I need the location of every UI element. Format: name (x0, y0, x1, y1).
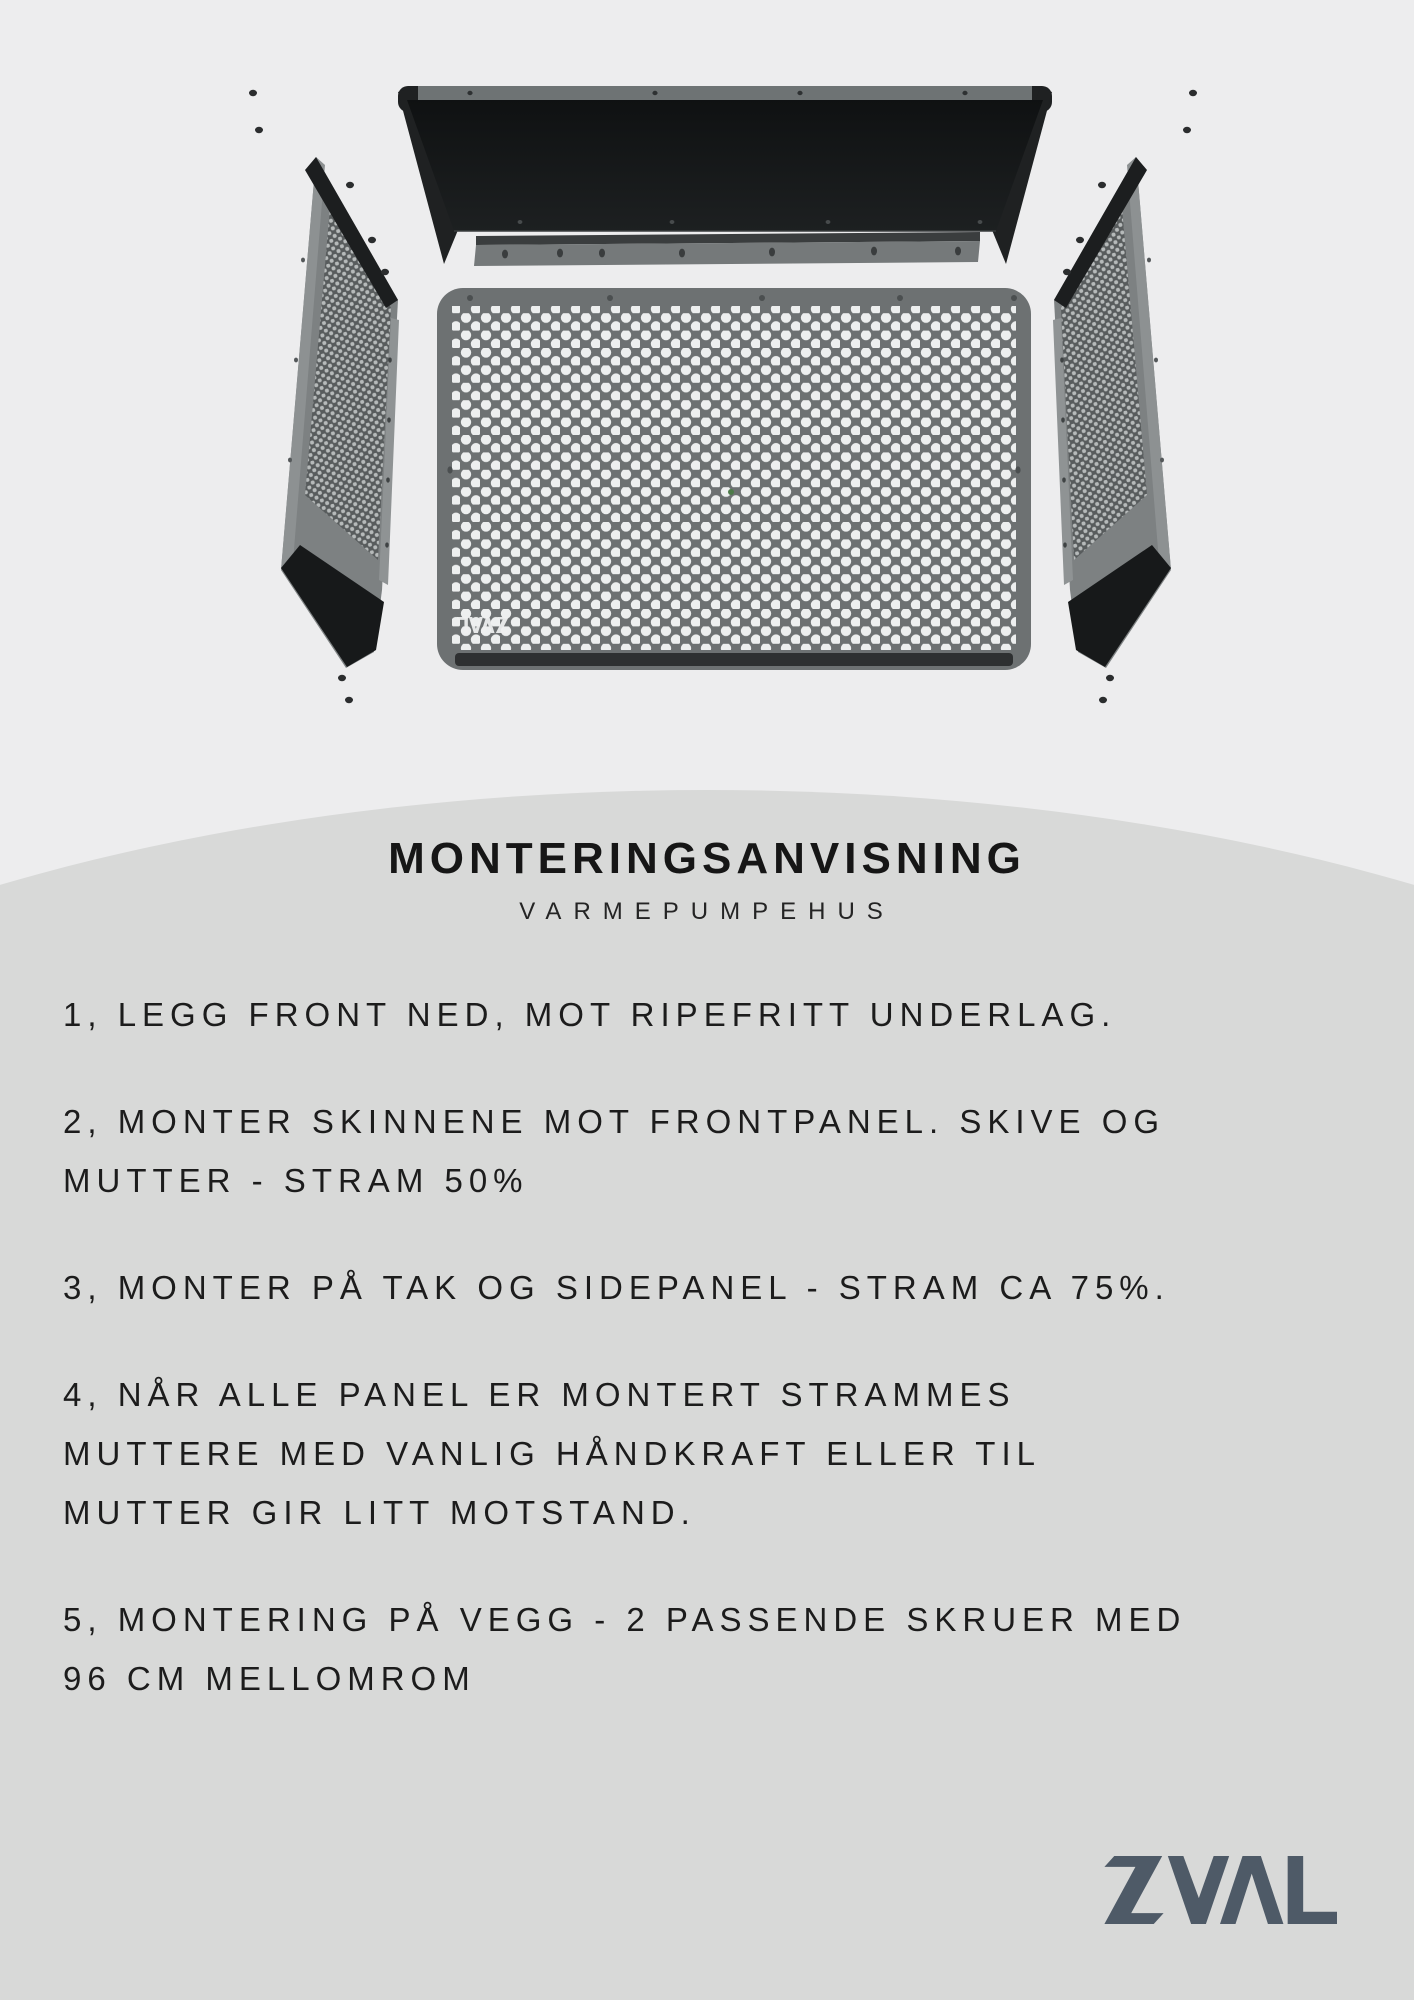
side-rail-holes-dot (388, 357, 392, 362)
page-subtitle: VARMEPUMPEHUS (519, 898, 895, 925)
rail-holes-dot (679, 249, 685, 258)
front-center-hole-dot (728, 489, 734, 495)
side-flange-holes-dot (288, 458, 292, 463)
bolts-dot (1183, 127, 1191, 133)
front-top-holes-dot (607, 295, 613, 301)
instruction-line: 2, MONTER SKINNENE MOT FRONTPANEL. SKIVE OG (63, 1103, 1166, 1140)
roof-strip-holes-dot (467, 91, 472, 95)
bolts-dot (1098, 182, 1106, 188)
rail-holes-dot (502, 250, 508, 259)
front-side-holes-dot (447, 466, 452, 473)
bolts-dot (368, 237, 376, 243)
instruction-line: 1, LEGG FRONT NED, MOT RIPEFRITT UNDERLAG. (63, 996, 1117, 1033)
side-flange-holes-dot (1154, 358, 1158, 363)
front-panel-perforation (452, 306, 1016, 650)
rail-holes-dot (871, 247, 877, 256)
left-side-panel (281, 157, 399, 668)
roof-face-holes-dot (826, 220, 831, 224)
right-side-panel (1053, 157, 1171, 668)
title-block (0, 835, 1414, 927)
front-center-hole (728, 489, 734, 495)
instruction-line: 96 CM MELLOMROM (63, 1660, 476, 1697)
front-top-holes-dot (759, 295, 765, 301)
roof-face-holes-dot (670, 220, 675, 224)
bolts-dot (1076, 237, 1084, 243)
instruction-line: MUTTER GIR LITT MOTSTAND. (63, 1494, 696, 1531)
front-panel-bottom-strip (455, 653, 1013, 666)
bolts-dot (345, 697, 353, 703)
rail-holes-dot (769, 248, 775, 257)
zval-logo-letters (1104, 1856, 1337, 1924)
instruction-step-4 (63, 1365, 1403, 1542)
rail-holes-dot (557, 249, 563, 258)
exploded-view-diagram (0, 0, 1414, 760)
bolts-dot (1099, 697, 1107, 703)
bolts-dot (1063, 269, 1071, 275)
side-rail-holes-dot (1062, 477, 1066, 482)
side-flange-holes-dot (294, 358, 298, 363)
roof-face-holes-dot (518, 220, 523, 224)
roof-top-strip (418, 86, 1032, 101)
side-rail-holes-dot (1063, 542, 1067, 547)
roof-face-holes-dot (978, 220, 983, 224)
rail-holes-dot (955, 247, 961, 256)
front-panel (437, 288, 1031, 670)
zval-logo (1103, 1856, 1337, 1924)
rail-face (474, 241, 980, 266)
side-rail-holes-dot (387, 417, 391, 422)
front-side-holes-dot (1015, 466, 1020, 473)
bolts-dot (1106, 675, 1114, 681)
page-title: MONTERINGSANVISNING (388, 834, 1026, 883)
instruction-step-1 (63, 985, 1403, 1044)
instruction-line: MUTTERE MED VANLIG HÅNDKRAFT ELLER TIL (63, 1435, 1041, 1472)
side-flange-holes-dot (1160, 458, 1164, 463)
instruction-step-3 (63, 1258, 1403, 1317)
instructions (63, 985, 1403, 1756)
side-flange-holes-dot (1147, 258, 1151, 263)
rail-holes-dot (599, 249, 605, 258)
roof-strip-holes-dot (797, 91, 802, 95)
bolts-dot (249, 90, 257, 96)
instruction-step-2 (63, 1092, 1403, 1210)
bolts-dot (338, 675, 346, 681)
instruction-line: 4, NÅR ALLE PANEL ER MONTERT STRAMMES (63, 1376, 1016, 1413)
side-rail-holes-dot (1061, 417, 1065, 422)
side-rail-holes-dot (1060, 357, 1064, 362)
roof-face (407, 100, 1043, 231)
instruction-line: MUTTER - STRAM 50% (63, 1162, 529, 1199)
side-flange-holes-dot (301, 258, 305, 263)
side-rail-holes-dot (385, 542, 389, 547)
front-top-holes-dot (897, 295, 903, 301)
bolts-dot (1189, 90, 1197, 96)
mounting-rail (474, 232, 980, 266)
bolts-dot (346, 182, 354, 188)
front-top-holes-dot (1011, 295, 1017, 301)
bolts-dot (255, 127, 263, 133)
front-top-holes-dot (467, 295, 473, 301)
roof-strip-holes-dot (962, 91, 967, 95)
side-rail-holes-dot (386, 477, 390, 482)
roof-strip-holes-dot (652, 91, 657, 95)
bolts-dot (381, 269, 389, 275)
instruction-line: 3, MONTER PÅ TAK OG SIDEPANEL - STRAM CA 75%. (63, 1269, 1170, 1306)
instruction-line: 5, MONTERING PÅ VEGG - 2 PASSENDE SKRUER MED (63, 1601, 1187, 1638)
instruction-step-5 (63, 1590, 1403, 1708)
